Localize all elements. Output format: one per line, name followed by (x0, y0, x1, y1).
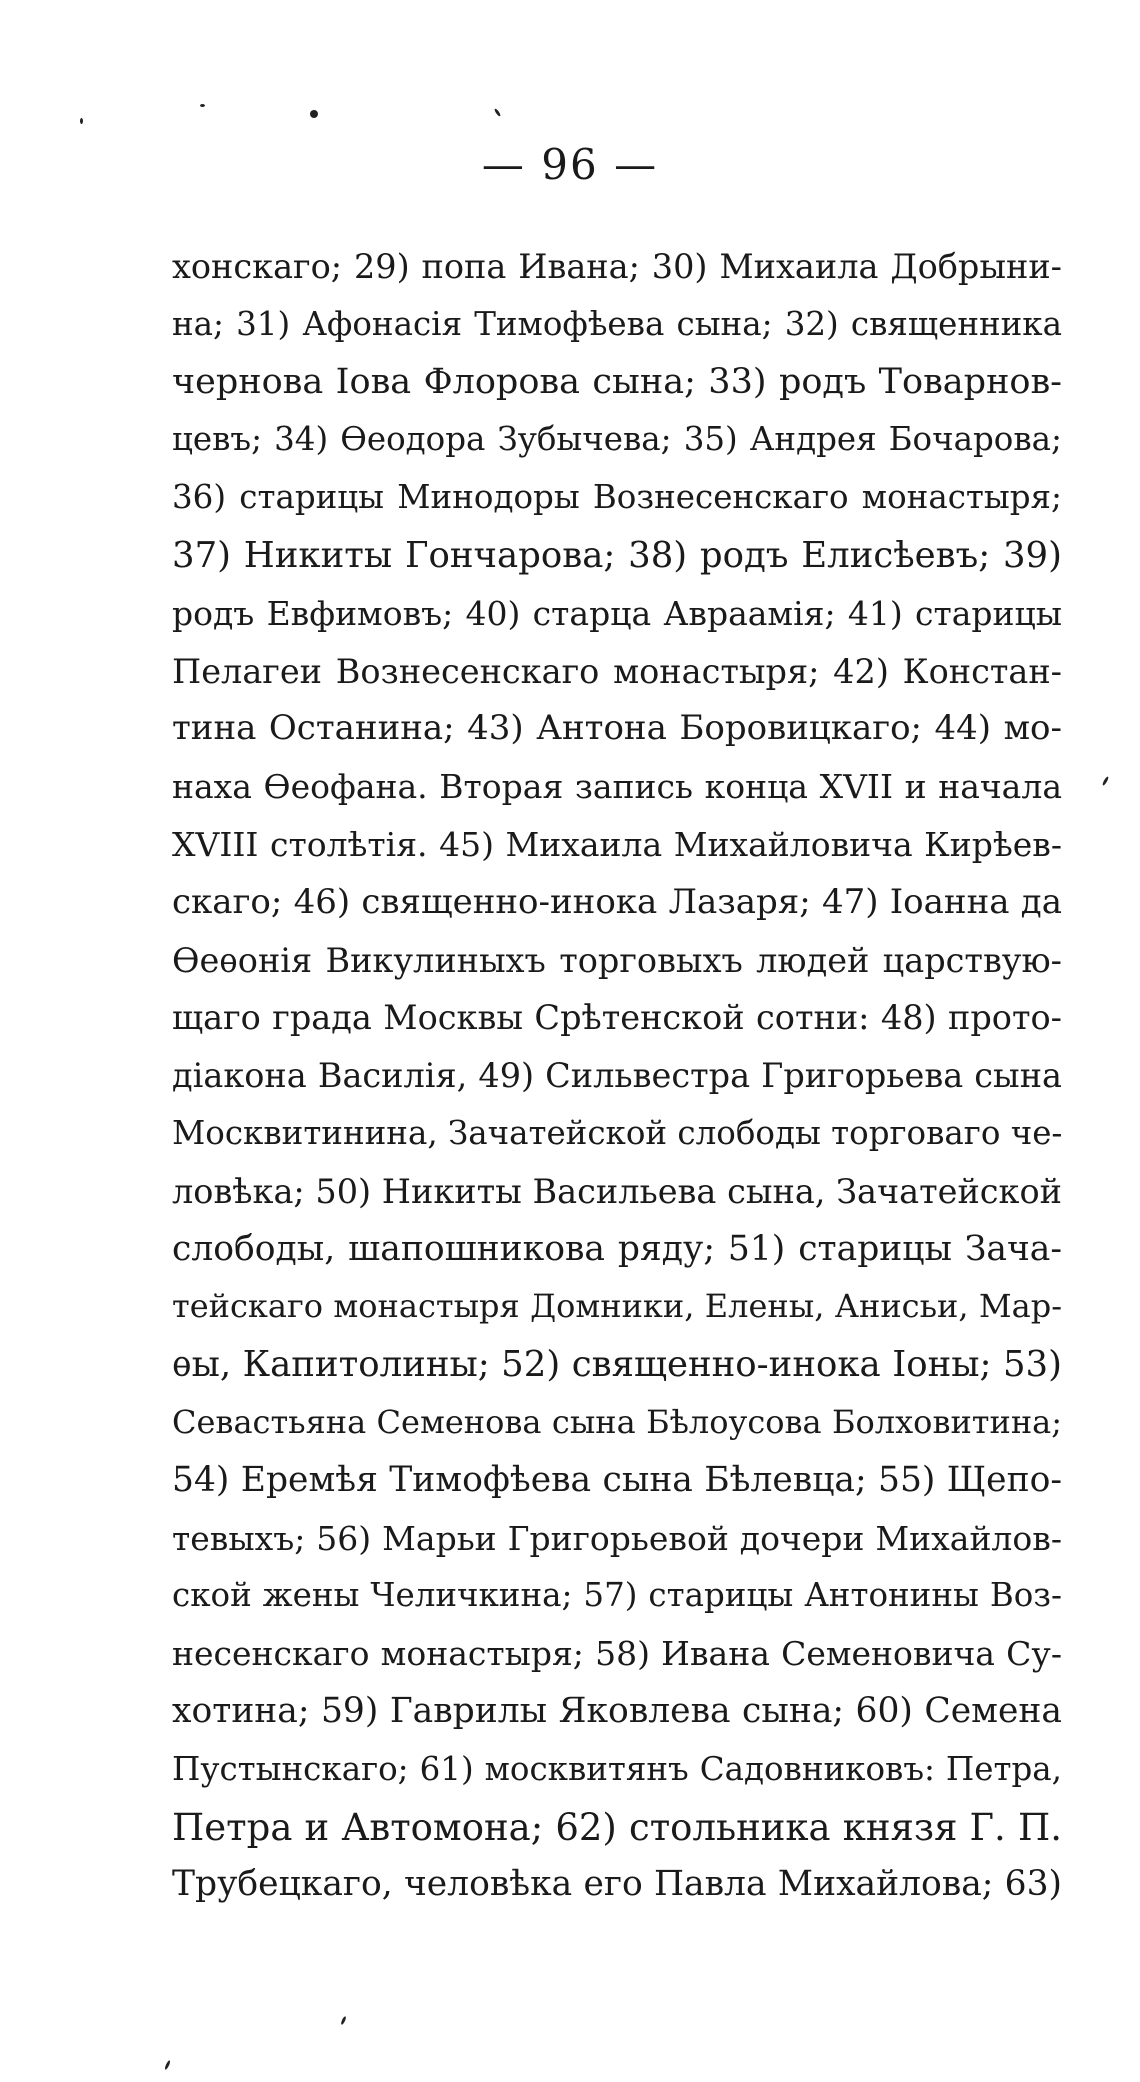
ink-speck (1102, 776, 1110, 786)
text-line: тейскаго монастыря Домники, Елены, Анисьи, Мар- (172, 1287, 1062, 1326)
text-line: цевъ; 34) Ѳеодора Зубычева; 35) Андрея Бочарова; (172, 420, 1062, 459)
text-line: ской жены Челичкина; 57) старицы Антонины Воз- (172, 1576, 1062, 1615)
ink-speck (200, 104, 205, 107)
text-line: тевыхъ; 56) Марьи Григорьевой дочери Михайлов- (172, 1518, 1062, 1558)
ink-speck (340, 2016, 347, 2025)
text-line: наха Ѳеофана. Вторая запись конца XVII и начала (172, 767, 1062, 807)
body-text (172, 238, 1062, 1914)
text-line: слободы, шапошникова ряду; 51) старицы Зача- (172, 1228, 1062, 1269)
text-line: 54) Еремѣя Тимофѣева сына Бѣлевца; 55) Щепо- (172, 1459, 1062, 1500)
text-line: 37) Никиты Гончарова; 38) родъ Елисѣевъ; 39) (172, 534, 1062, 576)
text-line: на; 31) Афонасія Тимофѣева сына; 32) священника (172, 304, 1062, 343)
page-number: — 96 — (481, 140, 659, 189)
text-line: тина Останина; 43) Антона Боровицкаго; 44) мо- (172, 708, 1062, 749)
text-line: Пелагеи Вознесенскаго монастыря; 42) Констан- (172, 651, 1062, 691)
ink-speck (494, 108, 502, 117)
text-line: Трубецкаго, человѣка его Павла Михайлова; 63) (172, 1864, 1062, 1905)
text-line: Севастьяна Семенова сына Бѣлоусова Болховитина; (172, 1402, 1062, 1441)
text-line: Петра и Автомона; 62) стольника князя Г. П. (172, 1805, 1062, 1849)
text-line: XVIII столѣтія. 45) Михаила Михайловича Кирѣев- (172, 824, 1062, 864)
text-line: ѳы, Капитолины; 52) священно-инока Іоны; 53) (172, 1344, 1062, 1386)
text-line: родъ Евфимовъ; 40) старца Авраамія; 41) старицы (172, 593, 1062, 633)
ink-speck (80, 118, 83, 124)
text-line: діакона Василія, 49) Сильвестра Григорьева сына (172, 1056, 1062, 1096)
ink-speck (310, 110, 318, 118)
text-line: скаго; 46) священно-инока Лазаря; 47) Іоанна да (172, 881, 1062, 922)
text-line: щаго града Москвы Срѣтенской сотни: 48) прото- (172, 998, 1062, 1038)
text-line: хонскаго; 29) попа Ивана; 30) Михаила Добрыни- (172, 247, 1062, 286)
text-line: несенскаго монастыря; 58) Ивана Семеновича Су- (172, 1634, 1062, 1674)
text-line: 36) старицы Минодоры Вознесенскаго монастыря; (172, 478, 1062, 517)
text-line: Ѳеѳонія Викулиныхъ торговыхъ людей царствую- (172, 940, 1062, 980)
text-line: ловѣка; 50) Никиты Васильева сына, Зачатейской (172, 1171, 1062, 1211)
text-line: Москвитинина, Зачатейской слободы торговаго че- (172, 1113, 1063, 1152)
text-line: Пустынскаго; 61) москвитянъ Садовниковъ: Петра, (172, 1749, 1062, 1788)
ink-speck (164, 2060, 171, 2070)
text-line: чернова Іова Флорова сына; 33) родъ Товарнов- (172, 361, 1062, 402)
text-line: хотина; 59) Гаврилы Яковлева сына; 60) Семена (172, 1690, 1062, 1731)
